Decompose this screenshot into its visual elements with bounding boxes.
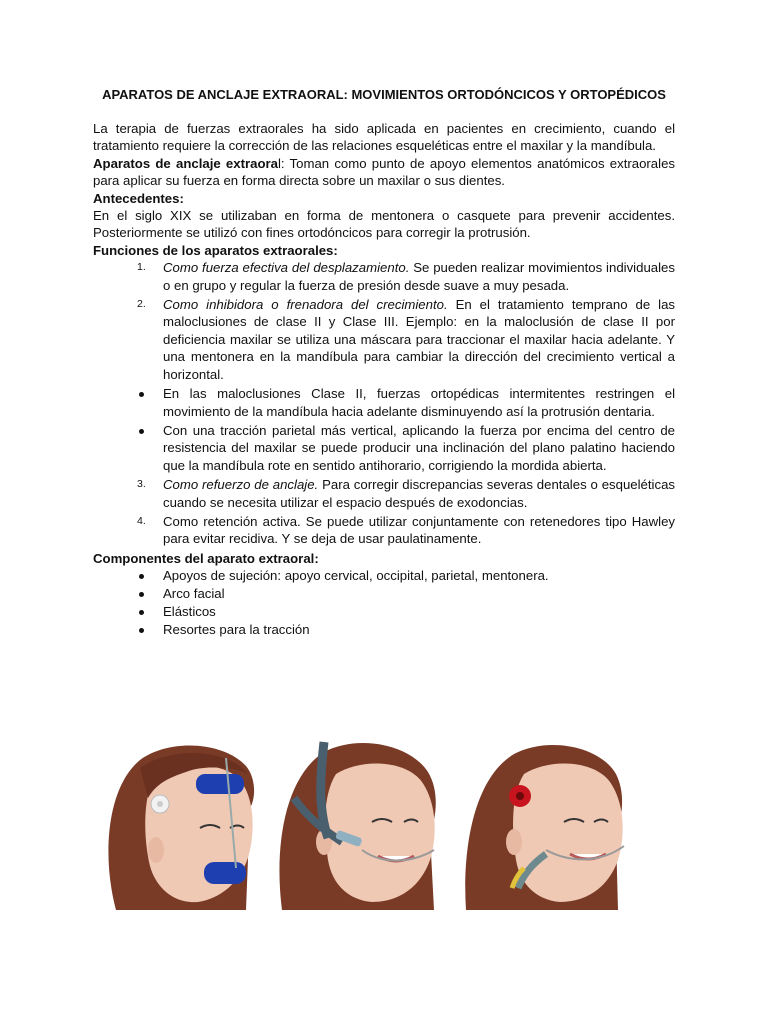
function-item: [93, 385, 675, 420]
function-item-text: Se pueden realizar movimientos individuales o en grupo y regular la fuerza de presión desde suave a muy pesada.: [163, 260, 675, 293]
function-item-lead: Como fuerza efectiva del desplazamiento.: [163, 260, 410, 276]
component-item-text: Elásticos: [163, 603, 216, 619]
component-item-text: Resortes para la tracción: [163, 621, 310, 637]
item-number: 3.: [137, 478, 146, 491]
figure-high-pull-headgear: [274, 738, 450, 910]
function-item-text: Para corregir discrepancias severas dentales o esqueléticas cuando se necesita utilizar el espacio después de exodoncias.: [163, 477, 676, 510]
background-paragraph: En el siglo XIX se utilizaban en forma de mentonera o casquete para prevenir accidentes. Posteriormente se utilizó con fines ortodóncicos para corregir la protrusión.: [93, 208, 675, 241]
item-number: 1.: [137, 261, 146, 274]
function-item-lead: Como refuerzo de anclaje.: [163, 477, 319, 493]
functions-heading: Funciones de los aparatos extraorales:: [93, 242, 338, 258]
definition-term: Aparatos de anclaje extraora: [93, 155, 278, 171]
function-item-text: En las maloclusiones Clase II, fuerzas ortopédicas intermitentes restringen el movimiento de la mandíbula hacia adelante disminuyendo así la protrusión dentaria.: [163, 386, 675, 419]
document-title: APARATOS DE ANCLAJE EXTRAORAL: MOVIMIENTOS ORTODÓNCICOS Y ORTOPÉDICOS: [102, 87, 666, 102]
component-item: [93, 567, 675, 584]
headgear-figures: [96, 738, 640, 910]
function-item: [93, 513, 675, 548]
figure-cervical-headgear: [462, 738, 638, 910]
bullet-icon: [139, 592, 144, 597]
figure-face-mask: [96, 738, 272, 910]
face-mask-illustration-icon: [96, 738, 272, 910]
component-item: [93, 621, 675, 638]
bullet-icon: [139, 628, 144, 633]
definition-text: : Toman como punto de apoyo elementos anatómicos extraorales para aplicar su fuerza en forma directa sobre un maxilar o sus dientes.: [93, 155, 675, 189]
item-number: 4.: [137, 514, 146, 527]
definition-paragraph: [93, 155, 675, 190]
component-item-text: Arco facial: [163, 586, 225, 602]
bullet-icon: [139, 610, 144, 615]
component-item: [93, 603, 675, 620]
function-item-text: Como retención activa. Se puede utilizar conjuntamente con retenedores tipo Hawley para evitar recidiva. Y se deja de usar paulatinamente.: [163, 513, 675, 547]
components-heading: Componentes del aparato extraoral:: [93, 550, 319, 566]
bullet-icon: [139, 574, 144, 579]
document-page: [93, 86, 675, 639]
bullet-icon: [139, 429, 144, 434]
background-heading: Antecedentes:: [93, 190, 184, 206]
component-item: [93, 585, 675, 602]
intro-paragraph: La terapia de fuerzas extraorales ha sido aplicada en pacientes en crecimiento, cuando el tratamiento requiere la corrección de las relaciones esqueléticas entre el maxilar y la mandíbula.: [93, 121, 675, 154]
high-pull-headgear-illustration-icon: [274, 738, 450, 910]
definition-term-end: l: [277, 155, 281, 171]
function-item: [93, 296, 675, 383]
function-item: [93, 476, 675, 511]
component-item-text: Apoyos de sujeción: apoyo cervical, occipital, parietal, mentonera.: [163, 568, 549, 584]
function-item-text: Con una tracción parietal más vertical, aplicando la fuerza por encima del centro de resistencia del maxilar se puede producir una inclinación del plano palatino haciendo que la mandíbula rote en sentido antihorario, corrigiendo la mordida abierta.: [163, 422, 675, 473]
function-item: [93, 259, 675, 294]
components-list: [93, 567, 675, 638]
cervical-headgear-illustration-icon: [462, 738, 638, 910]
function-item-lead: Como inhibidora o frenadora del crecimiento.: [163, 297, 448, 313]
function-item-text: En el tratamiento temprano de las maloclusiones de clase II y Clase III. Ejemplo: en la maloclusión de clase II por deficiencia maxilar se utiliza una máscara para traccionar el maxilar hacia adelante. Y una mentonera en la mandíbula para cambiar la dirección del crecimiento vertical a horizontal.: [163, 297, 675, 382]
bullet-icon: [139, 392, 144, 397]
functions-list: [93, 259, 675, 548]
item-number: 2.: [137, 298, 146, 311]
function-item: [93, 422, 675, 474]
